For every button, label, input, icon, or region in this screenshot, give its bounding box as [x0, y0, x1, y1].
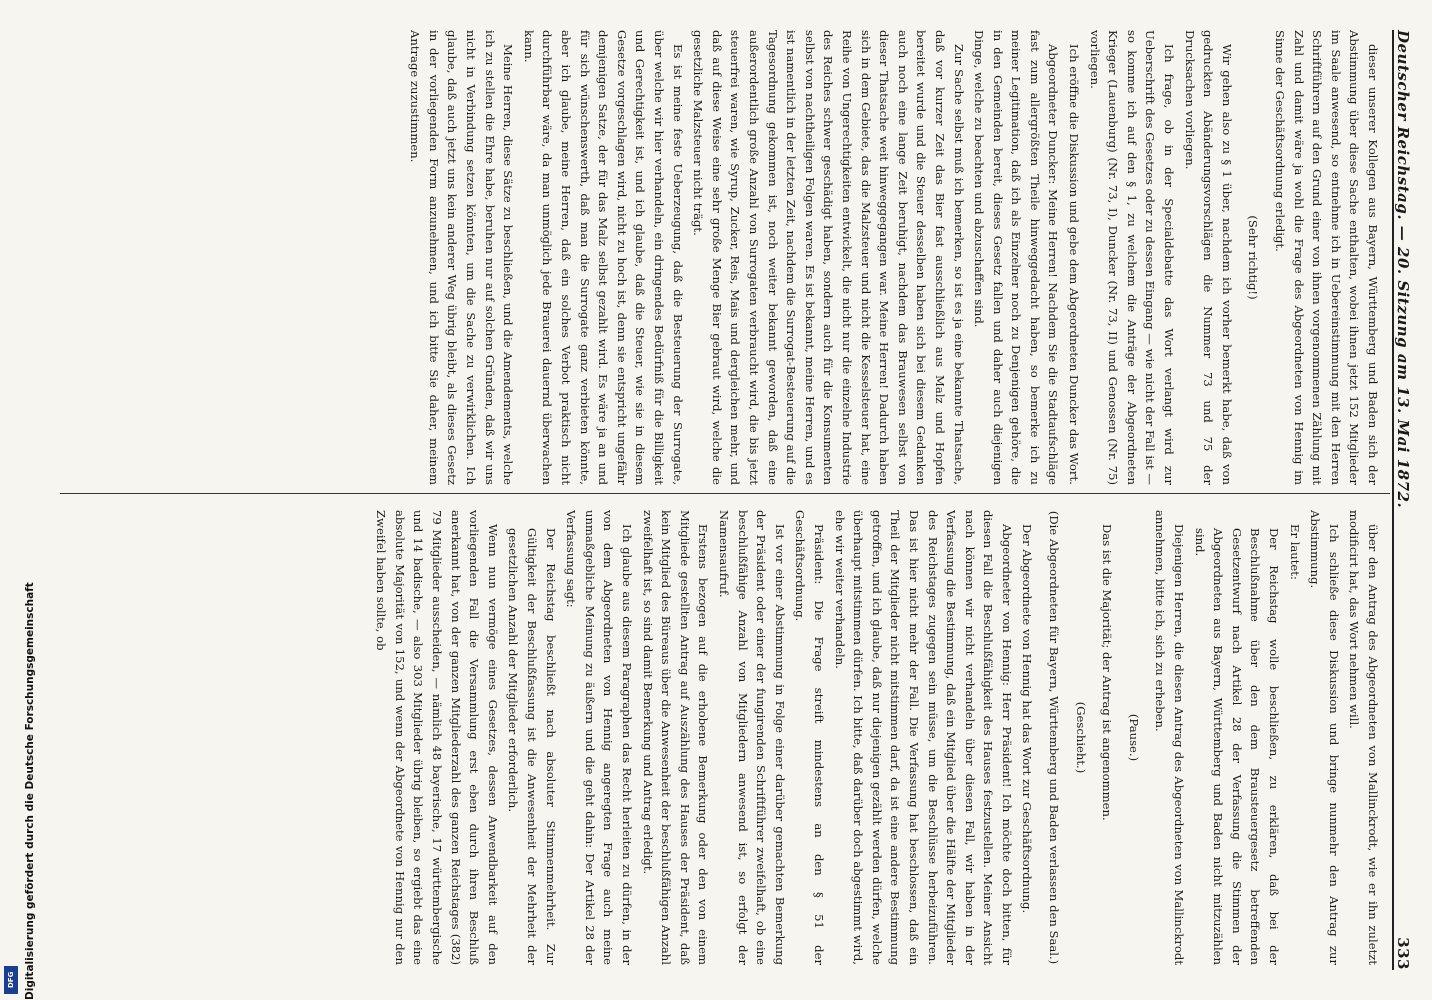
digitization-credit: [4, 0, 36, 1000]
credit-text: Digitalisierung gefördert durch die Deutsche Forschungsgemeinschaft: [24, 582, 36, 1000]
paragraph: Präsident: Die Frage streift mindestens an den § 51 der Geschäftsordnung.: [793, 510, 826, 965]
left-text-column: [62, 30, 1382, 485]
paragraph: dieser unserer Kollegen aus Bayern, Württemberg und Baden sich der Abstimmung über diese Sache enthalten, wobei ihnen jetzt 152 Mitglieder im Saale anwesend, so entnehme ich in Uebereinstimmung mit den Herren Schriftführern auf den Grund einer von ihnen vorgenommenen Zählung mit Zahl und damit wäre ja wohl die Frage des Abgeordneten von Hennig im Sinne der Geschäftsordnung erledigt.: [1273, 30, 1380, 485]
paragraph: Meine Herren, diese Sätze zu beschließen, und die Amendements, welche ich zu stellen die Ehre habe, beruhen nur auf solchen Gründen, daß wir uns nicht in Verbindung setzen könnten, um die Sache zu verwirklichen. Ich glaube, daß auch jetzt uns kein anderer Weg übrig bleibt, als dieses Gesetz in der vorliegenden Form anzunehmen, und ich bitte Sie daher, meinem Antrage zuzustimmen.: [408, 30, 516, 485]
paragraph: (Sehr richtig!): [1246, 215, 1261, 300]
paragraph: Wenn nun vermöge eines Gesetzes, dessen Anwendbarkeit auf den vorliegenden Fall die Versammlung erst eben durch ihren Beschluß anerkannt hat, von der ganzen Mitgliederzahl des ganzen Reichstages (382) 79 Mitglieder ausscheiden, — nämlich 48 bayerische, 17 württembergische und 14 badische, — also 303 Mitglieder übrig bleiben, so ergiebt das eine absolute Majorität von 152, und wenn der Abgeordnete von Hennig nur den Zweifel haben sollte, ob: [374, 510, 500, 965]
paragraph: Ist vor einer Abstimmung in Folge einer darüber gemachten Bemerkung der Präsident oder einer der fungirenden Schriftführer zweifelhaft, ob eine beschlußfähige Anzahl von Mitgliedern anwesend ist, so erfolgt der Namensaufruf.: [717, 510, 787, 965]
dfg-logo: DFG: [4, 966, 18, 994]
paragraph: Ich schließe diese Diskussion und bringe nunmehr den Antrag zur Abstimmung.: [1308, 510, 1341, 965]
paragraph: Erstens bezogen auf die erhobene Bemerkung oder den von einem Mitgliede gestellten Antrag auf Auszählung des Hauses der Präsident, daß kein Mitglied des Büreaus über die Anwesenheit der beschlußfähigen Anzahl zweifelhaft ist, so sind damit Bemerkung und Antrag erledigt.: [640, 510, 711, 965]
paragraph: Der Reichstag wolle beschließen, zu erklären, daß bei der Beschlußnahme über den dem Brausteuergesetz betreffenden Gesetzentwurf nach Artikel 28 der Verfassung die Stimmen der Abgeordneten aus Bayern, Württemberg und Baden nicht mitzuzählen sind.: [1192, 528, 1282, 965]
paragraph: Diejenigen Herren, die diesen Antrag des Abgeordneten von Mallinckrodt annehmen, bitte ich, sich zu erheben.: [1153, 510, 1187, 965]
column-divider: [60, 493, 1390, 494]
paragraph: Wir gehen also zu § 1 über, nachdem ich vorher bemerkt habe, daß von gedruckten Abänderungsvorschlägen die Nummer 73 und 75 der Drucksachen vorliegen.: [1182, 30, 1234, 485]
paragraph: über den Antrag des Abgeordneten von Mallinckrodt, wie er ihn zuletzt modificirt hat, das Wort nehmen will.: [1347, 510, 1380, 965]
paragraph: Der Abgeordnete von Hennig hat das Wort zur Geschäftsordnung.: [1020, 524, 1035, 914]
paragraph: (Pause.): [1126, 713, 1141, 762]
paragraph: Ich frage, ob in der Specialdebatte das Wort verlangt wird zur Ueberschrift des Gesetzes oder zu dessen Eingang — wie nicht der Fall ist — so komme ich auf den § 1, zu welchem die Anträge der Abgeordneten Krieger (Lauenburg) (Nr. 73, I), Duncker (Nr. 73, II) und Genossen (Nr. 75) vorliegen.: [1087, 30, 1177, 485]
header-title: Deutscher Reichstag. — 20. Sitzung am 13. Mai 1872.: [1394, 30, 1412, 509]
paragraph: Der Reichstag beschließt nach absoluter Stimmenmehrheit. Zur Gültigkeit der Beschlußfassung ist die Anwesenheit der Mehrheit der gesetzlichen Anzahl der Mitglieder erforderlich.: [506, 528, 558, 965]
paragraph: Es ist meine feste Ueberzeugung, daß die Besteuerung der Surrogate, über welche wir hier verhandeln, ein dringendes Bedürfniß für die Billigkeit und Gerechtigkeit ist, und ich glaube, daß die Steuer, wie sie in diesem Gesetze vorgeschlagen wird, nicht zu hoch ist, denn sie entspricht ungefähr demjenigen Satze, der für das Malz selbst gezahlt wird. Es wäre ja an und für sich wünschenswerth, daß man die Surrogate ganz verbieten könnte, aber ich glaube, meine Herren, daß ein solches Verbot praktisch nicht durchführbar wäre, da man unmöglich jede Brauerei dauernd überwachen kann.: [521, 30, 685, 485]
paragraph: (Die Abgeordneten für Bayern, Württemberg und Baden verlassen den Saal.): [1047, 510, 1062, 965]
paragraph: Zur Sache selbst muß ich bemerken, so ist es ja eine bekannte Thatsache, daß vor kurzer Zeit das Bier fast ausschließlich aus Malz und Hopfen bereitet wurde und die Steuer desselben haben sich bei diesem Gedanken auch noch eine lange Zeit beruhigt, nachdem das Brauwesen selbst von dieser Thatsache weit hinweggegangen war. Meine Herren! Dadurch haben sich in dem Gebiete, das die Malzsteuer und nicht die Kesselsteuer hat, eine Reihe von Ungerechtigkeiten entwickelt, die nicht nur die einzelne Industrie des Reiches schwer geschädigt haben, sondern auch für die Konsumenten selbst von nachtheiligen Folgen waren. Es ist bekannt, meine Herren, und es ist namentlich in der letzten Zeit, nachdem die Surrogat-Besteuerung auf die Tagesordnung gekommen ist, noch weiter bekannt geworden, daß eine außerordentlich große Anzahl von Surrogaten verbraucht wird, die bis jetzt steuerfrei waren, wie Syrup, Zucker, Reis, Mais und dergleichen mehr, und daß auf diese Weise eine sehr große Menge Bier gebraut wird, welche die gesetzliche Malzsteuer nicht trägt.: [691, 30, 966, 485]
paragraph: Ich glaube aus diesem Paragraphen das Recht herleiten zu dürfen, in der von dem Abgeordneten von Hennig angeregten Frage auch meine unmaßgebliche Meinung zu äußern und die geht dahin: Der Artikel 28 der Verfassung sagt:: [564, 510, 635, 965]
page-number: 333: [1394, 937, 1412, 970]
paragraph: Abgeordneter Duncker: Meine Herren! Nachdem Sie die Stadtaufschläge fast zum allergrößten Theile hinweggedacht haben, so bemerke ich zu meiner Legitimation, daß ich als Einzelner noch zu Denjenigen gehöre, die in den Gemeinden bereit, dieses Gesetz fallen und daher auch diejenigen Dinge, welche zu beachten und abzuschaffen sind.: [972, 30, 1061, 485]
right-text-column: [62, 510, 1382, 965]
paragraph: Abgeordneter von Hennig: Herr Präsident! Ich möchte doch bitten, für diesen Fall die Beschlußfähigkeit des Hauses festzustellen. Meiner Ansicht nach können wir nicht verhandeln über diesen Fall, wir haben in der Verfassung die Bestimmung, daß ein Mitglied über die Hälfte der Mitglieder des Reichstages zugegen sein müsse, um die Beschlüsse herbeizuführen. Das ist hier nicht mehr der Fall. Die Verfassung hat beschlossen, daß ein Theil der Mitglieder nicht mitstimmen darf, da ist eine andere Bestimmung getroffen, und ich glaube, daß nur diejenigen gezählt werden dürfen, welche überhaupt mitstimmen dürfen. Ich bitte, daß darüber doch abgestimmt wird, ehe wir weiter verhandeln.: [832, 510, 1014, 965]
paragraph: Das ist die Majorität; der Antrag ist angenommen.: [1100, 524, 1115, 821]
paragraph: Ich eröffne die Diskussion und gebe dem Abgeordneten Duncker das Wort.: [1067, 44, 1082, 485]
paragraph: (Geschieht.): [1073, 701, 1088, 774]
page-header: [1392, 30, 1424, 970]
paragraph: Er lautet:: [1287, 524, 1302, 580]
